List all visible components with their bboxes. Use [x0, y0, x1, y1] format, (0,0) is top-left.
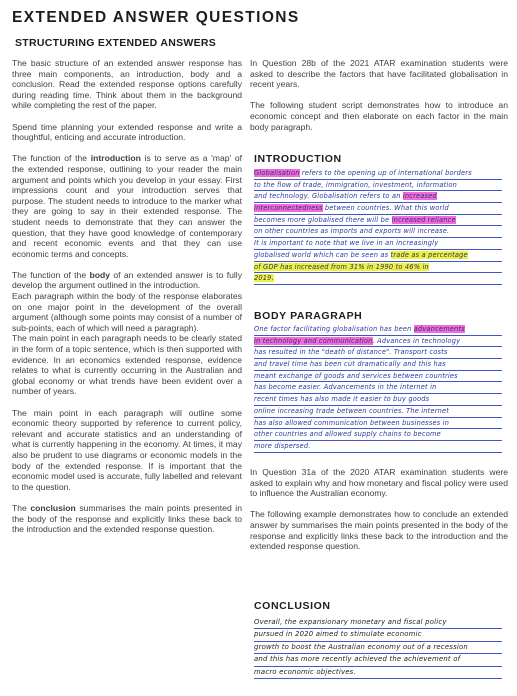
introduction-heading: INTRODUCTION — [254, 153, 342, 165]
introduction-student-script: Globalisation refers to the opening up of international borders to the flow of trade, immigration, investment, information and technology. Globalisation refers to an increased interconnectedness between countries. What this world becomes more globalised there will be increased reliance on other countries as imports and exports will increase. It is important to note that we live in an increasingly globalised world which can be seen as trade as a percentage of GDP has increased from 31% in 1990 to 46% in 2019. — [254, 168, 502, 285]
question-31a-text: In Question 31a of the 2020 ATAR examination students were asked to explain why and how monetary and fiscal policy were used to influence the Australian economy. — [250, 467, 508, 499]
section-title: STRUCTURING EXTENDED ANSWERS — [15, 37, 217, 49]
paragraph-introduction: The function of the introduction is to serve as a 'map' of the extended response, outlining to your reader the main argument and points which you develop in your essay. First impressions count and your introduction serves that purpose. The student needs to introduce to the marker what they are going to say in their extended response. The student needs to demonstrate that they can answer the question, that they have good knowledge of contemporary and recent economic events and that they can use economic terms and concepts. — [12, 153, 243, 259]
paragraph-body: The function of the body of an extended answer is to fully develop the argument outlined in the introduction. — [12, 269, 242, 291]
right-column-top — [250, 58, 508, 132]
conclusion-student-script: Overall, the expansionary monetary and fiscal policy pursued in 2020 aimed to stimulate economic growth to boost the Australian economy out of a recession and this has more recently achieved the achievement of macro economic objectives. — [254, 617, 502, 679]
paragraph-body-elaboration: Each paragraph within the body of the response elaborates on one major point in the development of the overall argument (although some points may consist of a number of sub-points, each of which will need a paragraph). — [12, 291, 242, 333]
paragraph-planning: Spend time planning your extended response and write a thoughtful, enticing and accurate introduction. — [12, 121, 242, 143]
body-student-script: One factor facilitating globalisation has been advancements in technology and communication. Advances in technology has resulted in the "death of distance". Transport costs and travel time has been cut dramatically and this has meant exchange of goods and services between countries has become easier. Advancements in the internet in recent times has also made it easier to buy goods online increasing trade between countries. The internet has also allowed communication between businesses in other countries and allowed supply chains to become more dispersed. — [254, 324, 502, 453]
paragraph-structure: The basic structure of an extended answer response has three main components, an introduction, body and a conclusion. Read the extended response options carefully during reading time. Think about them in the background while completing the rest of the paper. — [12, 58, 242, 111]
page-title: EXTENDED ANSWER QUESTIONS — [12, 9, 300, 26]
paragraph-topic-sentence: The main point in each paragraph needs to be clearly stated in the form of a topic sentence, which is then supported with evidence. In an economics extended response, evidence relates to what is currently occurring in the Australian and global economy or what trends have been evident over a number of years. — [12, 333, 242, 397]
left-column — [12, 58, 242, 535]
question-28b-text: In Question 28b of the 2021 ATAR examination students were asked to describe the factors that have facilitated globalisation in recent years. — [250, 58, 508, 90]
script-demo-text: The following student script demonstrates how to introduce an economic concept and then elaborate on each factor in the main body paragraph. — [250, 100, 508, 132]
conclusion-heading: CONCLUSION — [254, 600, 331, 612]
paragraph-economic-theory: The main point in each paragraph will outline some economic theory supported by reference to current policy, relevant and accurate statistics and an understanding of what is currently happening in the economy. At times, it may also be prudent to use diagrams or economic models in the body of the extended response. If is important that the economic model used is accurate, fully labelled and relevant to the question. — [12, 407, 242, 492]
body-paragraph-heading: BODY PARAGRAPH — [254, 310, 363, 322]
paragraph-conclusion: The conclusion summarises the main points presented in the body of the response and explicitly links these back to the introduction and the extended response question. — [12, 502, 242, 535]
right-column-bottom — [250, 467, 508, 552]
conclusion-demo-text: The following example demonstrates how to conclude an extended answer by summarises the main points presented in the body of the response and explicitly links these back to the introduction and the extended response question. — [250, 509, 508, 552]
